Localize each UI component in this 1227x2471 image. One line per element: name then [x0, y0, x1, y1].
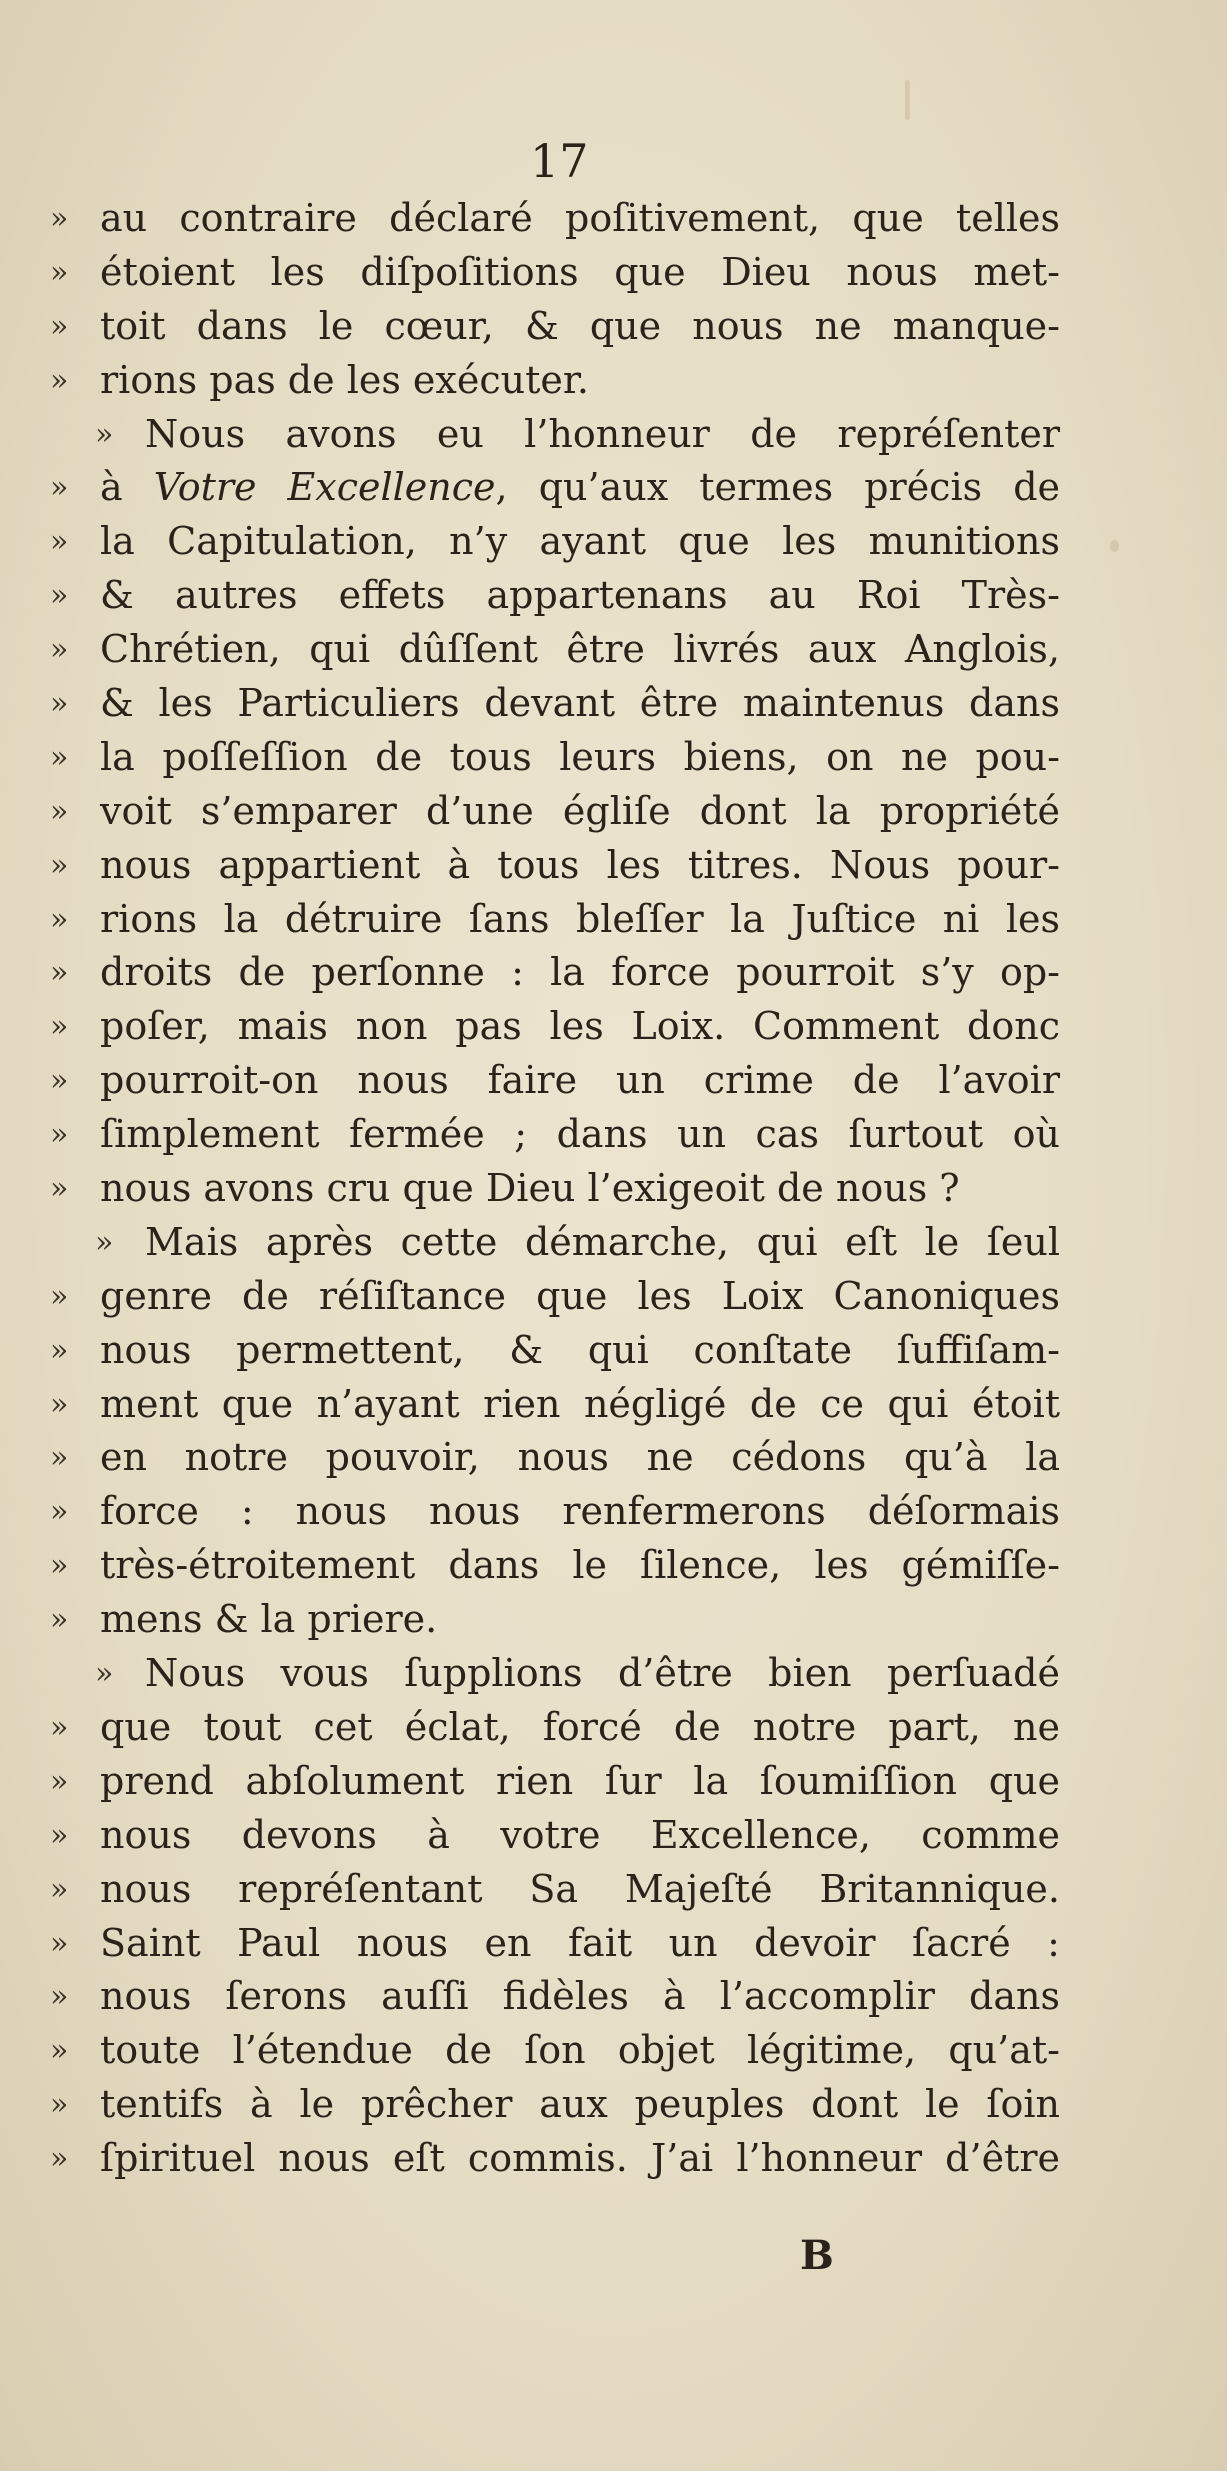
text-line: [50, 461, 1060, 515]
line-text: ſpirituel nous eſt commis. J’ai l’honneur d’être: [100, 2136, 1060, 2181]
quotation-mark: »: [50, 1009, 69, 1045]
quotation-mark: »: [50, 2033, 69, 2069]
text-line: [50, 893, 1060, 947]
text-line: [50, 677, 1060, 731]
quotation-mark: »: [50, 955, 69, 991]
line-text: Nous avons eu l’honneur de repréſenter: [145, 411, 1060, 456]
signature-mark: B: [800, 2232, 834, 2279]
line-text: & autres effets appartenans au Roi Très-: [100, 573, 1060, 618]
quotation-mark: »: [50, 1548, 69, 1584]
text-line: [50, 2024, 1060, 2078]
quotation-mark: »: [50, 2087, 69, 2123]
quotation-mark: »: [50, 254, 69, 290]
text-line: [50, 946, 1060, 1000]
text-line: [50, 192, 1060, 246]
line-text: la Capitulation, n’y ayant que les munitions: [100, 519, 1060, 564]
line-text: Mais après cette démarche, qui eſt le ſeul: [145, 1219, 1060, 1264]
line-text: ment que n’ayant rien négligé de ce qui étoit: [100, 1381, 1060, 1426]
text-line: [50, 785, 1060, 839]
quotation-mark: »: [50, 1817, 69, 1853]
text-line: [50, 1647, 1060, 1701]
text-line: [50, 1539, 1060, 1593]
quotation-mark: »: [50, 1763, 69, 1799]
quotation-mark: »: [50, 362, 69, 398]
text-line: [50, 1809, 1060, 1863]
text-line: [50, 300, 1060, 354]
quotation-mark: »: [50, 901, 69, 937]
paper-stain: [1110, 540, 1119, 552]
quotation-mark: »: [50, 1171, 69, 1207]
line-text: Saint Paul nous en fait un devoir ſacré :: [100, 1920, 1060, 1965]
line-text: la poſſeſſion de tous leurs biens, on ne pou-: [100, 734, 1060, 779]
quotation-mark: »: [50, 578, 69, 614]
text-line: [50, 1108, 1060, 1162]
text-line: [50, 1701, 1060, 1755]
line-text: droits de perſonne : la force pourroit s’y op-: [100, 950, 1060, 995]
quotation-mark: »: [50, 1871, 69, 1907]
line-text: au contraire déclaré poſitivement, que telles: [100, 196, 1060, 240]
text-line: [50, 731, 1060, 785]
quotation-mark: »: [50, 201, 69, 236]
quotation-mark: »: [50, 308, 69, 344]
italic-phrase: Votre Excellence: [153, 465, 496, 510]
line-text: tentifs à le prêcher aux peuples dont le ſoin: [100, 2082, 1060, 2127]
quotation-mark: »: [50, 1494, 69, 1530]
text-line: [50, 569, 1060, 623]
text-line: [50, 623, 1060, 677]
text-line: [50, 839, 1060, 893]
quotation-mark: »: [50, 847, 69, 883]
line-text: nous devons à votre Excellence, comme: [100, 1812, 1060, 1857]
line-text: nous appartient à tous les titres. Nous pour-: [100, 842, 1060, 887]
quotation-mark: »: [50, 1386, 69, 1422]
text-line: [50, 1593, 1060, 1647]
line-text: que tout cet éclat, forcé de notre part, ne: [100, 1704, 1060, 1749]
text-line: [50, 1270, 1060, 1324]
line-text: poſer, mais non pas les Loix. Comment donc: [100, 1004, 1060, 1049]
text-line: [50, 515, 1060, 569]
quotation-mark: »: [50, 2141, 69, 2177]
quotation-mark: »: [50, 739, 69, 775]
quotation-mark: »: [50, 1063, 69, 1099]
quotation-mark: »: [50, 1117, 69, 1153]
line-text: prend abſolument rien ſur la ſoumiſſion que: [100, 1758, 1060, 1803]
paper-stain: [905, 80, 910, 120]
text-line: [50, 354, 1060, 408]
text-line: [50, 1485, 1060, 1539]
line-text: nous repréſentant Sa Majeſté Britannique.: [100, 1866, 1060, 1911]
text-line: [50, 1863, 1060, 1917]
line-text: rions pas de les exécuter.: [100, 357, 589, 402]
text-line: [50, 1054, 1060, 1108]
quotation-mark: »: [95, 1656, 114, 1692]
line-text: rions la détruire ſans bleſſer la Juſtice ni les: [100, 896, 1060, 941]
text-line: [50, 1431, 1060, 1485]
body-text: [50, 192, 1060, 2186]
text-line: [50, 2078, 1060, 2132]
text-line: [50, 408, 1060, 462]
text-line: [50, 1970, 1060, 2024]
line-text: en notre pouvoir, nous ne cédons qu’à la: [100, 1435, 1060, 1480]
text-line: [50, 1216, 1060, 1270]
quotation-mark: »: [50, 686, 69, 722]
page-number: 17: [530, 134, 589, 188]
line-text: genre de réſiſtance que les Loix Canoniques: [100, 1273, 1060, 1318]
line-text: & les Particuliers devant être maintenus dans: [100, 681, 1060, 726]
line-text: voit s’emparer d’une égliſe dont la propriété: [100, 788, 1060, 833]
line-text: toute l’étendue de ſon objet légitime, qu’at-: [100, 2028, 1060, 2073]
line-text: très-étroitement dans le ſilence, les gémiſſe-: [100, 1543, 1060, 1588]
quotation-mark: »: [50, 1709, 69, 1745]
text-line: [50, 2132, 1060, 2186]
line-text: nous permettent, & qui conſtate ſuffiſam-: [100, 1327, 1060, 1372]
quotation-mark: »: [50, 1440, 69, 1476]
quotation-mark: »: [50, 524, 69, 560]
line-text: nous ſerons auſſi fidèles à l’accomplir dans: [100, 1974, 1060, 2019]
text-line: [50, 1324, 1060, 1378]
quotation-mark: »: [50, 470, 69, 506]
quotation-mark: »: [50, 1278, 69, 1314]
quotation-mark: »: [50, 1979, 69, 2015]
line-text: ſimplement fermée ; dans un cas ſurtout où: [100, 1112, 1060, 1157]
text-line: [50, 1000, 1060, 1054]
quotation-mark: »: [50, 1602, 69, 1638]
text-line: [50, 1917, 1060, 1971]
quotation-mark: »: [50, 632, 69, 668]
quotation-mark: »: [95, 1224, 114, 1260]
line-text: mens & la priere.: [100, 1597, 438, 1642]
quotation-mark: »: [50, 1332, 69, 1368]
line-text: Nous vous ſupplions d’être bien perſuadé: [145, 1651, 1060, 1696]
line-text: force : nous nous renfermerons déſormais: [100, 1489, 1060, 1534]
quotation-mark: »: [50, 793, 69, 829]
text-line: [50, 1755, 1060, 1809]
text-line: [50, 246, 1060, 300]
quotation-mark: »: [50, 1925, 69, 1961]
text-line: [50, 1378, 1060, 1432]
line-text: pourroit-on nous faire un crime de l’avoir: [100, 1058, 1060, 1103]
quotation-mark: »: [95, 416, 114, 452]
line-text: étoient les diſpoſitions que Dieu nous met-: [100, 249, 1060, 294]
line-text: Chrétien, qui dûſſent être livrés aux Anglois,: [100, 627, 1060, 672]
line-text: nous avons cru que Dieu l’exigeoit de nous ?: [100, 1166, 960, 1211]
text-line: [50, 1162, 1060, 1216]
line-text: toit dans le cœur, & que nous ne manque-: [100, 303, 1060, 348]
line-text: à Votre Excellence, qu’aux termes précis de: [100, 465, 1061, 510]
